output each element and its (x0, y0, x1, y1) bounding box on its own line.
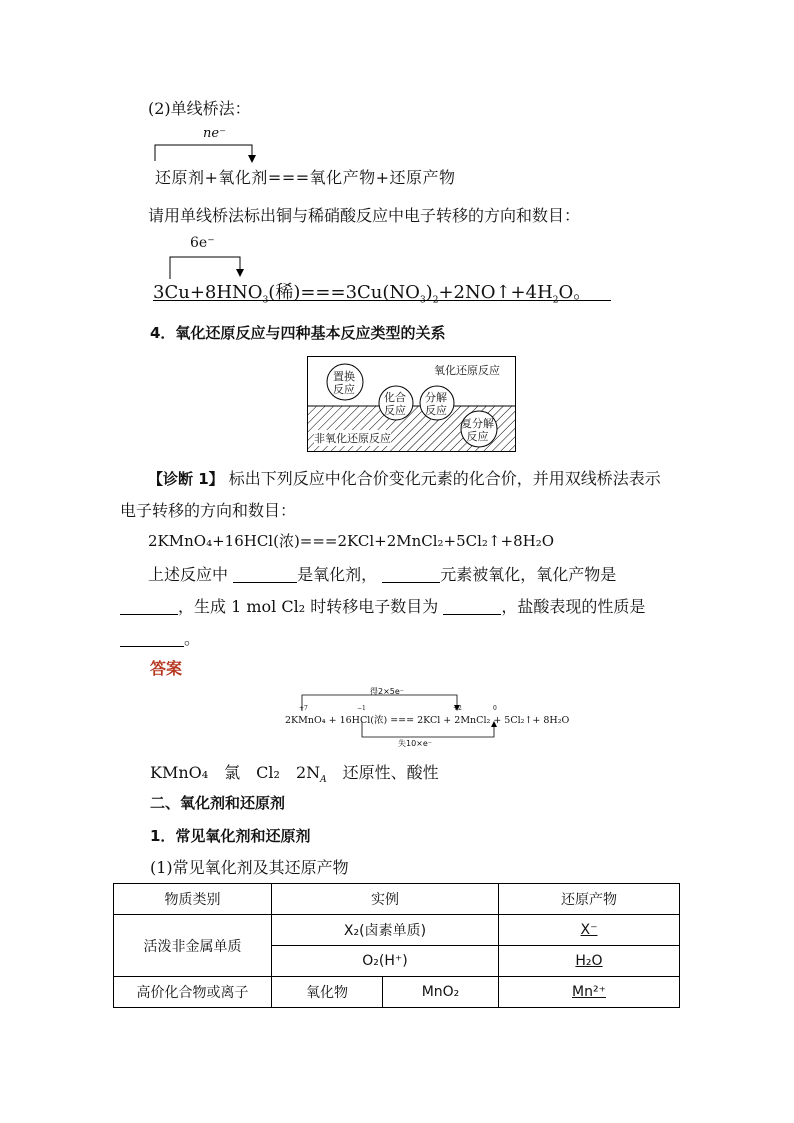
cell-category: 活泼非金属单质 (114, 915, 272, 977)
header-product: 还原产物 (499, 884, 680, 915)
cu-eq-right: +2NO↑+4H (438, 282, 553, 303)
header-category: 物质类别 (114, 884, 272, 915)
answer-blank-oxidizer[interactable] (233, 566, 297, 583)
diag1-text1: 标出下列反应中化合价变化元素的化合价，并用双线桥法表示 (228, 469, 661, 488)
non-redox-label: 非氧化还原反应 (314, 432, 391, 445)
loss-label: 失10×e⁻ (398, 739, 433, 748)
gain-label: 得2×5e⁻ (370, 687, 405, 696)
ox-state-cl: −1 (357, 705, 366, 712)
answer-blank-product[interactable] (120, 598, 178, 615)
cell-example: O₂(H⁺) (272, 946, 499, 977)
cu-eq-mid: (稀)===3Cu(NO (268, 282, 420, 303)
diag1-q2: ，生成 1 mol Cl₂ 时转移电子数目为 ，盐酸表现的性质是 (120, 594, 645, 617)
cu-eq-end: O (558, 282, 574, 303)
diag1-q3: 。 (120, 626, 200, 649)
answer-blank-property[interactable] (120, 630, 184, 647)
cell-example: X₂(卤素单质) (272, 915, 499, 946)
ox-state-mn: +7 (299, 705, 308, 712)
section4-heading: 4．氧化还原反应与四种基本反应类型的关系 (150, 324, 446, 342)
ox-state-cl2: 0 (493, 705, 497, 712)
displacement-label: 置换 反应 (333, 370, 355, 396)
bridge-label: ne⁻ (203, 126, 226, 141)
cu-label: 6e⁻ (190, 235, 215, 251)
answer-blank-element[interactable] (382, 566, 440, 583)
cell-product: Mn²⁺ (499, 977, 680, 1008)
diag1-line1 (148, 466, 661, 489)
section-heading: (2)单线桥法： (148, 99, 251, 118)
cu-eq-left: 3Cu+8HNO (153, 282, 263, 303)
cell-product: X⁻ (499, 915, 680, 946)
cu-arrow (160, 233, 280, 281)
part2-sub1: 1．常见氧化剂和还原剂 (150, 827, 311, 845)
decomposition-label: 分解 反应 (425, 391, 447, 417)
cell-product: H₂O (499, 946, 680, 977)
table-header-row (114, 884, 680, 915)
cell-category: 高价化合物或离子 (114, 977, 272, 1008)
redox-label: 氧化还原反应 (434, 364, 500, 377)
instruction: 请用单线桥法标出铜与稀硝酸反应中电子转移的方向和数目： (148, 206, 581, 225)
diag1-line2: 电子转移的方向和数目： (120, 501, 297, 520)
diag1-tag: 【诊断 1】 (148, 470, 224, 488)
cu-equation: $3Cu+8HNO_3$(稀)$===3Cu(NO_3)_2+2NO↑+4H_2O$。 (153, 282, 592, 306)
header-example: 实例 (272, 884, 499, 915)
answer-label: 答案 (150, 659, 183, 678)
cu-underline (153, 300, 611, 301)
double-decomposition-label: 复分解 反应 (461, 417, 494, 443)
cell-example-type: 氧化物 (272, 977, 383, 1008)
diag1-equation: 2KMnO₄+16HCl(浓)===2KCl+2MnCl₂+5Cl₂↑+8H₂O (148, 532, 555, 550)
diag1-q1: 上述反应中 是氧化剂， 元素被氧化，氧化产物是 (148, 565, 617, 584)
table-row (114, 977, 680, 1008)
part2-sub1a: (1)常见氧化剂及其还原产物 (150, 858, 349, 877)
cu-period: 。 (573, 282, 592, 303)
oxidizer-table (113, 883, 680, 1008)
answer-blank-electrons[interactable] (443, 598, 501, 615)
ox-state-mn2: +2 (453, 705, 462, 712)
answer-equation: 2KMnO₄ + 16HCl(浓) === 2KCl + 2MnCl₂ + 5Cl₂↑+ 8H₂O (285, 715, 570, 726)
part2-heading: 二、氧化剂和还原剂 (150, 794, 286, 812)
combination-label: 化合 反应 (384, 391, 406, 417)
cell-example: MnO₂ (383, 977, 499, 1008)
answer-values: KMnO₄ 氯 Cl₂ $2N_A$ 还原性、酸性 (150, 763, 439, 786)
table-row (114, 915, 680, 946)
bridge-formula: 还原剂+氧化剂===氧化产物+还原产物 (155, 168, 456, 187)
